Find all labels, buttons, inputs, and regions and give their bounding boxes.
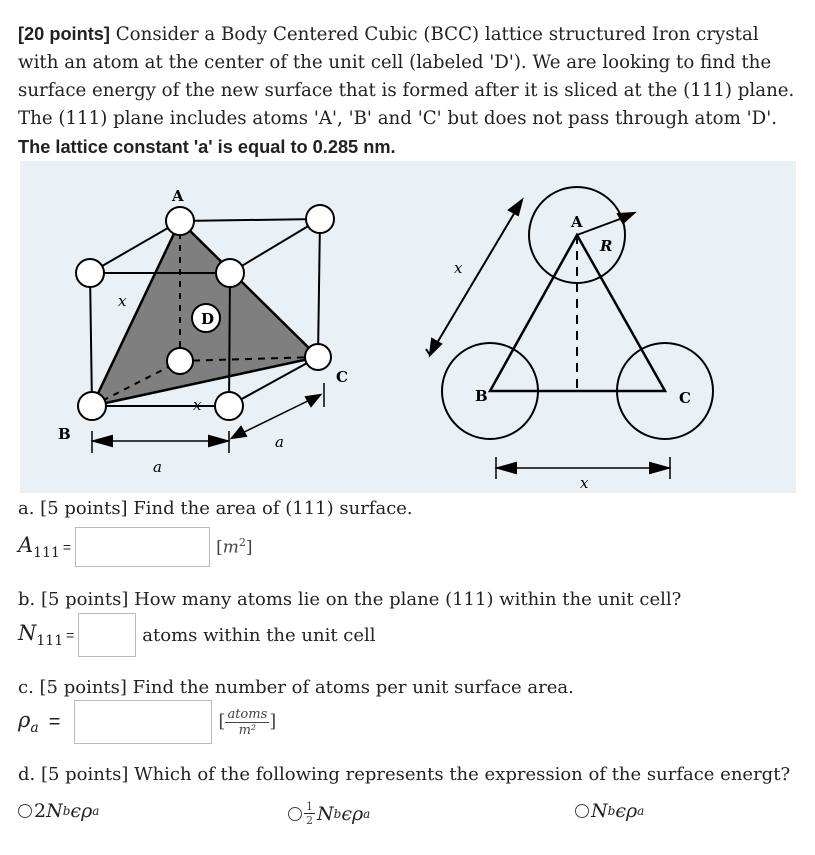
tri-label-x-bottom: x (580, 474, 589, 492)
question-c-answer-row (18, 701, 276, 743)
question-b-answer-row (18, 614, 376, 656)
atom-top-right-back (306, 205, 334, 233)
tri-label-A: A (571, 213, 583, 231)
question-a-answer-row (18, 526, 253, 568)
cube-label-a-bottom: a (153, 458, 162, 476)
tri-label-B: B (475, 387, 488, 405)
problem-text: Consider a Body Centered Cubic (BCC) lattice structured Iron crystal with an atom at the center of the unit cell (labeled 'D'). We are looking to find the surface energy of the new surface that is formed after it is sliced at the (111) plane. The (111) plane includes atoms 'A', 'B' and 'C' but does not pass through atom 'D'. (18, 24, 795, 129)
equals-sign: = (62, 539, 72, 555)
radio-option-3[interactable] (575, 804, 589, 818)
var-A111: $A_{111}$ (18, 533, 60, 561)
density-answer-input[interactable] (74, 700, 212, 744)
points-label: [20 points] (18, 24, 110, 44)
density-unit: [ $\frac{\text{atoms}}{\text{m²}}$ ] (218, 706, 277, 738)
tri-label-R: R (600, 237, 613, 255)
atom-top-left-front (76, 259, 104, 287)
radio-option-1[interactable] (18, 804, 32, 818)
atoms-count-input[interactable] (78, 613, 136, 657)
lattice-diagram (20, 161, 796, 493)
area-unit: $[m^2]$ (216, 536, 253, 558)
lattice-figure (20, 161, 796, 493)
atom-C (305, 344, 331, 370)
atom-bottom-right-front (215, 392, 243, 420)
tri-label-C: C (679, 389, 691, 407)
option-Nb-eps-rho[interactable]: N b ϵ ρ a (575, 800, 644, 822)
atom-back-bottom-left (167, 348, 193, 374)
equals-sign: = (48, 710, 61, 733)
question-c-prompt: c. [5 points] Find the number of atoms per unit surface area. (18, 677, 574, 698)
triangle-111-diagram (426, 187, 713, 479)
cube-label-C: C (336, 368, 348, 386)
option-2-Nb-eps-rho[interactable]: 2 N b ϵ ρ a (18, 800, 99, 822)
atom-A (166, 207, 194, 235)
cube-label-x-bottom: x (193, 396, 202, 414)
atom-B (78, 392, 106, 420)
atom-top-right-front (216, 259, 244, 287)
bcc-cube-diagram (76, 205, 334, 453)
problem-statement (18, 20, 798, 162)
cube-label-A: A (172, 187, 184, 205)
cube-label-B: B (58, 425, 71, 443)
option-half-Nb-eps-rho[interactable]: $\frac{1}{2}$ N b ϵ ρ a (288, 800, 370, 827)
cube-label-x-top: x (118, 292, 127, 310)
var-N111: $N_{111}$ (18, 621, 64, 649)
equals-sign: = (66, 627, 75, 643)
var-rho-a: $\rho_a$ (18, 708, 39, 736)
lattice-constant-text: The lattice constant 'a' is equal to 0.285 nm. (18, 137, 396, 157)
question-a-prompt: a. [5 points] Find the area of (111) surface. (18, 498, 413, 519)
area-answer-input[interactable] (75, 527, 210, 567)
question-b-prompt: b. [5 points] How many atoms lie on the plane (111) within the unit cell? (18, 589, 682, 610)
cube-label-a-depth: a (275, 433, 284, 451)
tri-label-x-diag: x (454, 259, 463, 277)
atoms-unit-text: atoms within the unit cell (142, 624, 376, 646)
cube-label-D: D (201, 310, 215, 328)
radio-option-2[interactable] (288, 807, 302, 821)
question-d-prompt: d. [5 points] Which of the following represents the expression of the surface energt? (18, 764, 791, 785)
